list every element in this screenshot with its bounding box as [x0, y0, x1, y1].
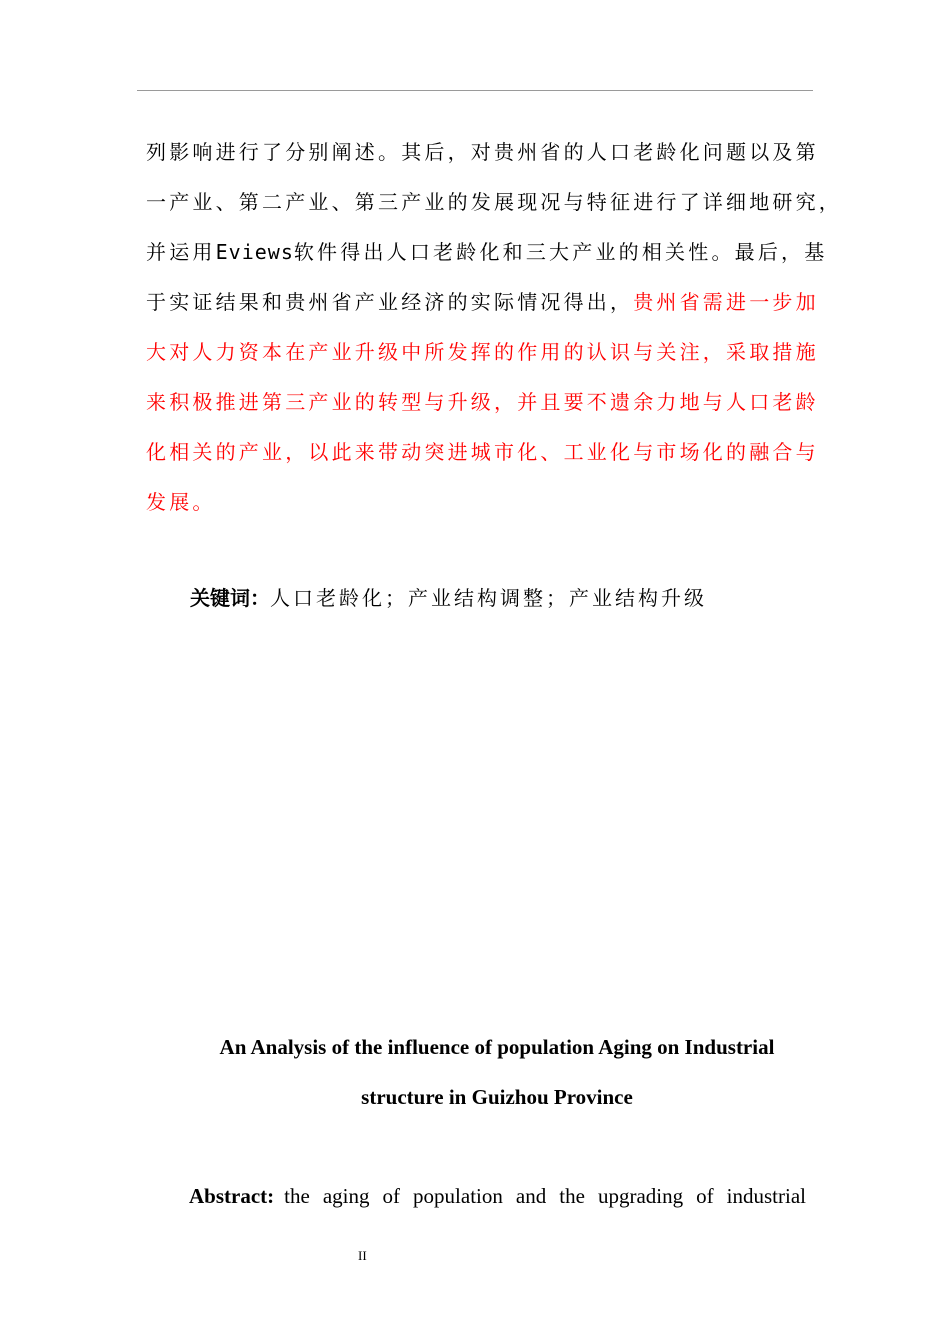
english-abstract-label: Abstract:: [189, 1184, 275, 1208]
page-number: II: [358, 1248, 367, 1263]
abstract-line-5-highlighted: 大对人力资本在产业升级中所发挥的作用的认识与关注，采取措施: [146, 340, 819, 364]
chinese-abstract-body: [146, 127, 842, 527]
abstract-line-4-part-a: 于实证结果和贵州省产业经济的实际情况得出，: [146, 290, 634, 314]
abstract-line-2: 一产业、第二产业、第三产业的发展现况与特征进行了详细地研究，: [146, 190, 842, 214]
abstract-line-1: 列影响进行了分别阐述。其后，对贵州省的人口老龄化问题以及第: [146, 140, 819, 164]
english-title-line-2: structure in Guizhou Province: [361, 1085, 633, 1109]
english-abstract: [189, 1178, 806, 1214]
abstract-line-4: [146, 277, 819, 327]
abstract-line-8-highlighted: 发展。: [146, 490, 216, 514]
english-title: [137, 1022, 857, 1122]
keywords-text: 人口老龄化；产业结构调整；产业结构升级: [270, 586, 707, 610]
chinese-keywords: [190, 580, 707, 616]
highlighted-conclusion-start: 贵州省需进一步加: [633, 290, 819, 314]
keywords-label: 关键词：: [190, 586, 270, 610]
abstract-line-6-highlighted: 来积极推进第三产业的转型与升级，并且要不遗余力地与人口老龄: [146, 390, 819, 414]
english-title-line-1: An Analysis of the influence of population Aging on Industrial: [219, 1035, 775, 1059]
software-name: Eviews: [215, 240, 294, 264]
abstract-line-7-highlighted: 化相关的产业，以此来带动突进城市化、工业化与市场化的融合与: [146, 440, 819, 464]
english-abstract-text: the aging of population and the upgrading of industrial: [284, 1184, 806, 1208]
abstract-line-3-part-a: 并运用: [146, 240, 216, 264]
header-rule: [137, 90, 813, 91]
abstract-line-3: [146, 227, 828, 277]
abstract-line-3-part-c: 软件得出人口老龄化和三大产业的相关性。最后，基: [293, 240, 828, 264]
